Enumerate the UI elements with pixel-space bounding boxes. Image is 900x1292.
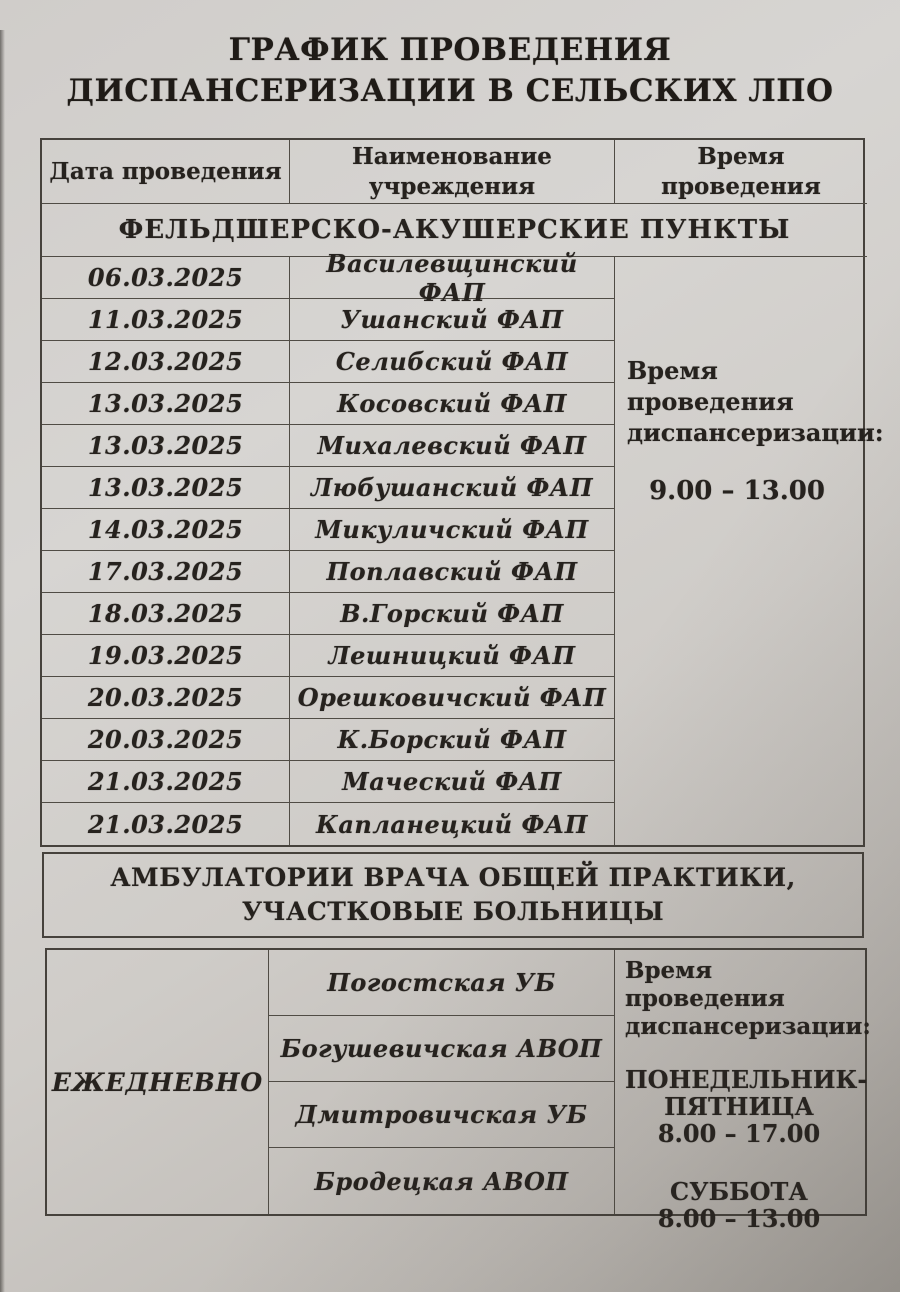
date-cell: 20.03.2025 <box>42 719 290 761</box>
schedule-table-faps <box>40 138 884 847</box>
date-cell: 11.03.2025 <box>42 299 290 341</box>
date-cell: 21.03.2025 <box>42 761 290 803</box>
date-cell: 17.03.2025 <box>42 551 290 593</box>
weekday-label-line-2: ПЯТНИЦА <box>664 1092 814 1121</box>
facility-cell: Любушанский ФАП <box>290 467 615 509</box>
date-cell: 20.03.2025 <box>42 677 290 719</box>
date-cell: 13.03.2025 <box>42 425 290 467</box>
weekday-time-value: 8.00 – 17.00 <box>657 1119 821 1148</box>
facility-cell: Богушевичская АВОП <box>269 1016 615 1082</box>
facility-cell: Василевщинский ФАП <box>290 257 615 299</box>
section-banner-ambulatories-line-2: УЧАСТКОВЫЕ БОЛЬНИЦЫ <box>241 897 665 926</box>
column-header-date: Дата проведения <box>42 140 290 204</box>
facility-cell: Дмитровичская УБ <box>269 1082 615 1148</box>
facility-cell: Михалевский ФАП <box>290 425 615 467</box>
facility-cell: Микуличский ФАП <box>290 509 615 551</box>
facility-cell: В.Горский ФАП <box>290 593 615 635</box>
saturday-hours <box>625 1178 863 1232</box>
time-note-faps-value: 9.00 – 13.00 <box>649 476 825 506</box>
facility-cell: Орешковичский ФАП <box>290 677 615 719</box>
facility-cell: Лешницкий ФАП <box>290 635 615 677</box>
facility-cell: Ушанский ФАП <box>290 299 615 341</box>
date-cell: 12.03.2025 <box>42 341 290 383</box>
column-header-facility: Наименование учреждения <box>290 140 615 204</box>
time-note-faps <box>615 257 884 507</box>
schedule-table-ambulatories <box>45 948 871 1233</box>
date-cell: 06.03.2025 <box>42 257 290 299</box>
facility-cell: Погостская УБ <box>269 950 615 1016</box>
column-header-time: Время проведения <box>615 140 867 204</box>
section-banner-ambulatories <box>42 852 864 938</box>
section-banner-faps: ФЕЛЬДШЕРСКО-АКУШЕРСКИЕ ПУНКТЫ <box>42 204 867 257</box>
date-cell: 18.03.2025 <box>42 593 290 635</box>
date-cell: 21.03.2025 <box>42 803 290 845</box>
facility-cell: Капланецкий ФАП <box>290 803 615 845</box>
time-note-faps-line-1: Время проведения <box>627 356 794 416</box>
document-page <box>0 30 900 1233</box>
facility-cell: Селибский ФАП <box>290 341 615 383</box>
weekday-label-line-1: ПОНЕДЕЛЬНИК- <box>625 1065 868 1094</box>
page-title <box>40 30 860 112</box>
time-note-ambulatories <box>615 950 871 1233</box>
time-note-amb-header-1: Время проведения <box>625 957 785 1012</box>
saturday-label: СУББОТА <box>670 1177 808 1206</box>
saturday-time-value: 8.00 – 13.00 <box>657 1204 821 1233</box>
time-note-amb-header-2: диспансеризации: <box>625 1013 871 1040</box>
facility-cell: Бродецкая АВОП <box>269 1148 615 1214</box>
date-cell: 13.03.2025 <box>42 383 290 425</box>
date-cell: 14.03.2025 <box>42 509 290 551</box>
date-cell: 19.03.2025 <box>42 635 290 677</box>
facility-cell: Поплавский ФАП <box>290 551 615 593</box>
section-banner-ambulatories-line-1: АМБУЛАТОРИИ ВРАЧА ОБЩЕЙ ПРАКТИКИ, <box>110 863 796 892</box>
facility-cell: Маческий ФАП <box>290 761 615 803</box>
facility-cell: Косовский ФАП <box>290 383 615 425</box>
weekday-hours <box>625 1065 868 1148</box>
title-line-1: ГРАФИК ПРОВЕДЕНИЯ <box>228 32 672 68</box>
date-cell: 13.03.2025 <box>42 467 290 509</box>
time-note-faps-line-2: диспансеризации: <box>627 418 884 447</box>
facility-cell: К.Борский ФАП <box>290 719 615 761</box>
daily-label-cell: ЕЖЕДНЕВНО <box>47 950 269 1214</box>
title-line-2: ДИСПАНСЕРИЗАЦИИ В СЕЛЬСКИХ ЛПО <box>66 73 834 109</box>
